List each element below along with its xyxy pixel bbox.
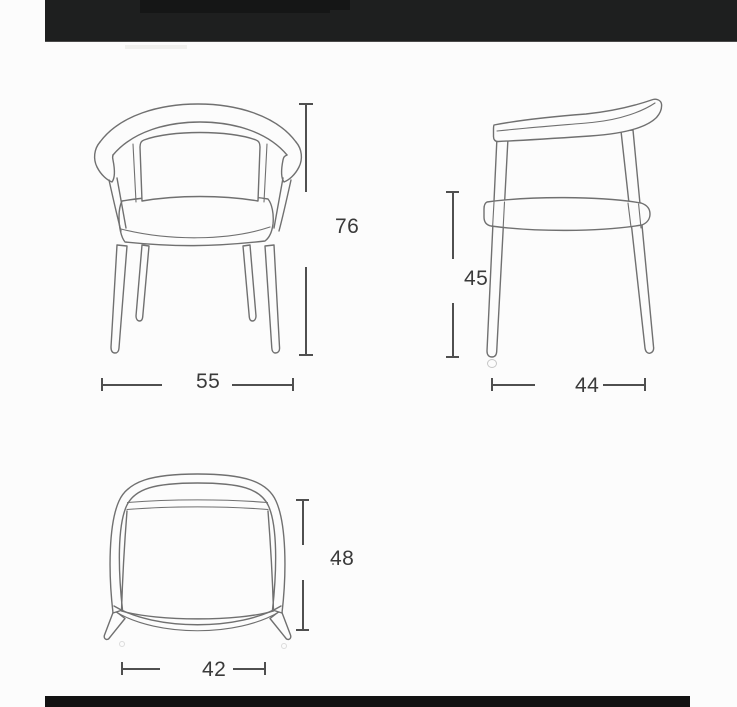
top-depth-label: 48 — [330, 547, 355, 570]
dim-tick — [446, 356, 459, 358]
side-arm-backrest — [494, 99, 662, 141]
dim-line — [305, 104, 307, 192]
dim-tick — [264, 662, 266, 675]
dim-line — [233, 668, 265, 670]
dim-tick — [299, 354, 313, 356]
front-back-panel — [140, 133, 260, 202]
top-armrest-horseshoe — [110, 474, 285, 613]
chair-top-view-drawing — [100, 468, 305, 658]
front-seat — [119, 195, 273, 245]
side-height-label: 45 — [464, 267, 489, 290]
header-redacted-mark — [250, 0, 350, 10]
side-rear-leg — [621, 130, 654, 353]
dim-line — [452, 303, 454, 356]
front-width-label: 55 — [196, 370, 221, 393]
side-depth-label: 44 — [575, 374, 600, 397]
dim-line — [103, 384, 162, 386]
front-rear-legs — [136, 245, 256, 321]
side-front-leg — [487, 137, 508, 357]
dim-tick — [296, 629, 309, 631]
dim-line — [493, 384, 535, 386]
dim-line — [603, 384, 645, 386]
front-height-label: 76 — [335, 215, 360, 238]
dim-line — [452, 192, 454, 259]
dim-line — [123, 668, 160, 670]
dim-tick — [292, 378, 294, 391]
footer-bar — [45, 696, 690, 707]
chair-side-view-drawing — [440, 96, 675, 364]
dim-line — [305, 267, 307, 354]
dim-line — [232, 384, 292, 386]
print-artifact — [281, 643, 287, 649]
top-width-label: 42 — [202, 658, 227, 681]
faint-watermark — [125, 45, 187, 49]
chair-front-view-drawing — [88, 98, 312, 362]
dim-line — [302, 500, 304, 545]
header-bar — [45, 0, 737, 42]
top-back-rails — [127, 500, 268, 510]
print-artifact — [119, 641, 125, 647]
dim-tick — [644, 378, 646, 391]
top-seat — [122, 511, 274, 619]
watermark-artifact — [487, 359, 497, 368]
side-seat — [484, 198, 650, 231]
dim-line — [302, 580, 304, 630]
